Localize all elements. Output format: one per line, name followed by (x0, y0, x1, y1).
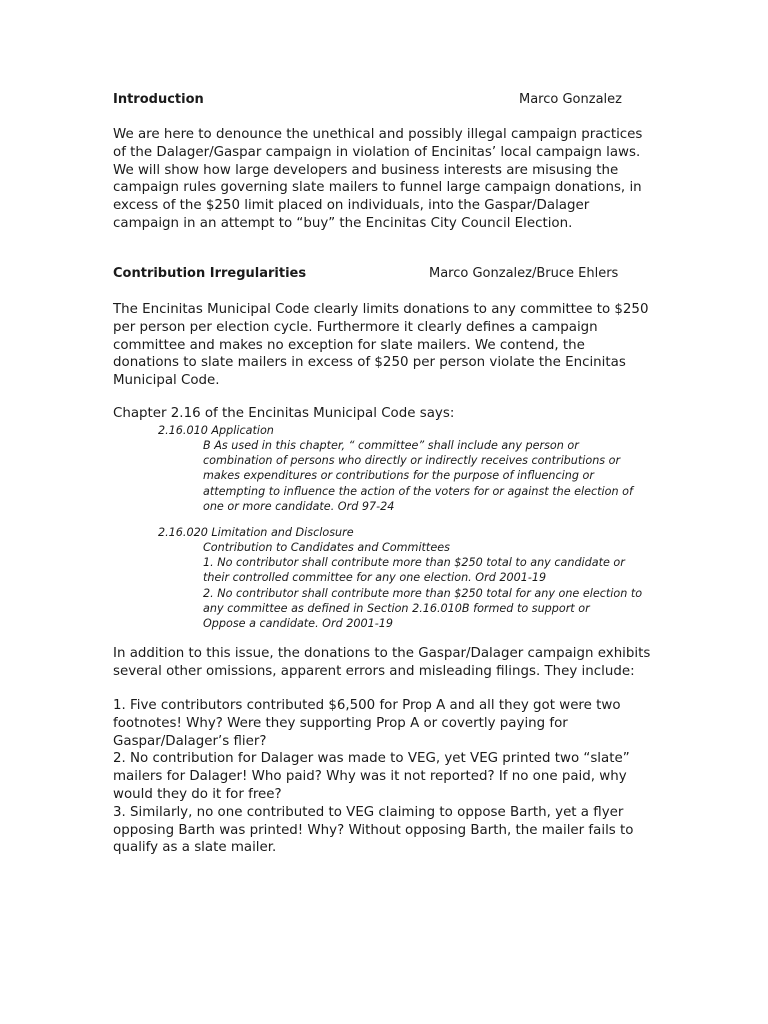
code-section-heading: 2.16.020 Limitation and Disclosure (158, 526, 354, 539)
code-line: makes expenditures or contributions for the purpose of influencing or (203, 469, 594, 483)
code-line: Oppose a candidate. Ord 2001-19 (203, 617, 393, 631)
code-line: 2. No contributor shall contribute more than $250 total for any one election to (203, 586, 643, 600)
paragraph-line: of the Dalager/Gaspar campaign in violation of Encinitas’ local campaign laws. (113, 144, 641, 160)
section-author: Marco Gonzalez/Bruce Ehlers (429, 266, 619, 281)
list-item: 3. Similarly, no one contributed to VEG claiming to oppose Barth, yet a flyer (113, 804, 624, 820)
paragraph-line: The Encinitas Municipal Code clearly limits donations to any committee to $250 (113, 302, 649, 317)
list-item: mailers for Dalager! Who paid? Why was it not reported? If no one paid, why (113, 769, 627, 785)
list-item: opposing Barth was printed! Why? Without opposing Barth, the mailer fails to (113, 822, 634, 838)
section-title: Introduction (113, 92, 204, 107)
code-section-body (203, 540, 642, 631)
code-section-heading: 2.16.010 Application (158, 424, 274, 437)
paragraph-line: donations to slate mailers in excess of $250 per person violate the Encinitas (113, 355, 626, 371)
paragraph-line: campaign in an attempt to “buy” the Encinitas City Council Election. (113, 215, 573, 231)
paragraph-line: campaign rules governing slate mailers to funnel large campaign donations, in (113, 180, 642, 196)
code-line: 1. No contributor shall contribute more than $250 total to any candidate or (203, 556, 625, 570)
paragraph-line: In addition to this issue, the donations to the Gaspar/Dalager campaign exhibits (113, 646, 651, 661)
section-author: Marco Gonzalez (519, 92, 622, 107)
contribution-paragraph (113, 301, 658, 390)
code-line: their controlled committee for any one election. Ord 2001-19 (203, 571, 547, 585)
paragraph-line: Municipal Code. (113, 373, 220, 389)
chapter-intro: Chapter 2.16 of the Encinitas Municipal Code says: (113, 406, 455, 421)
addition-paragraph (113, 645, 658, 681)
paragraph-line: We are here to denounce the unethical and possibly illegal campaign practices (113, 127, 643, 142)
paragraph-line: excess of the $250 limit placed on individuals, into the Gaspar/Dalager (113, 198, 590, 214)
list-item: 1. Five contributors contributed $6,500 for Prop A and all they got were two (113, 698, 621, 713)
code-section-body (203, 438, 633, 514)
code-line: one or more candidate. Ord 97-24 (203, 499, 395, 513)
list-item: would they do it for free? (113, 786, 282, 802)
section-title: Contribution Irregularities (113, 266, 307, 281)
issues-list (113, 697, 658, 857)
list-item: qualify as a slate mailer. (113, 840, 277, 856)
list-item: Gaspar/Dalager’s flier? (113, 733, 267, 749)
paragraph-line: per person per election cycle. Furthermore it clearly defines a campaign (113, 319, 598, 335)
paragraph-line: We will show how large developers and business interests are misusing the (113, 162, 619, 178)
code-line: combination of persons who directly or indirectly receives contributions or (203, 454, 621, 468)
list-item: 2. No contribution for Dalager was made to VEG, yet VEG printed two “slate” (113, 751, 630, 767)
code-line: attempting to influence the action of the voters for or against the election of (203, 484, 633, 498)
paragraph-line: several other omissions, apparent errors and misleading filings. They include: (113, 663, 635, 679)
list-item: footnotes! Why? Were they supporting Prop A or covertly paying for (113, 715, 568, 731)
code-line: Contribution to Candidates and Committees (203, 541, 450, 554)
paragraph-line: committee and makes no exception for slate mailers. We contend, the (113, 337, 585, 353)
introduction-paragraph (113, 126, 658, 233)
code-line: B As used in this chapter, “ committee” shall include any person or (203, 439, 579, 452)
code-line: any committee as defined in Section 2.16.010B formed to support or (203, 601, 590, 615)
